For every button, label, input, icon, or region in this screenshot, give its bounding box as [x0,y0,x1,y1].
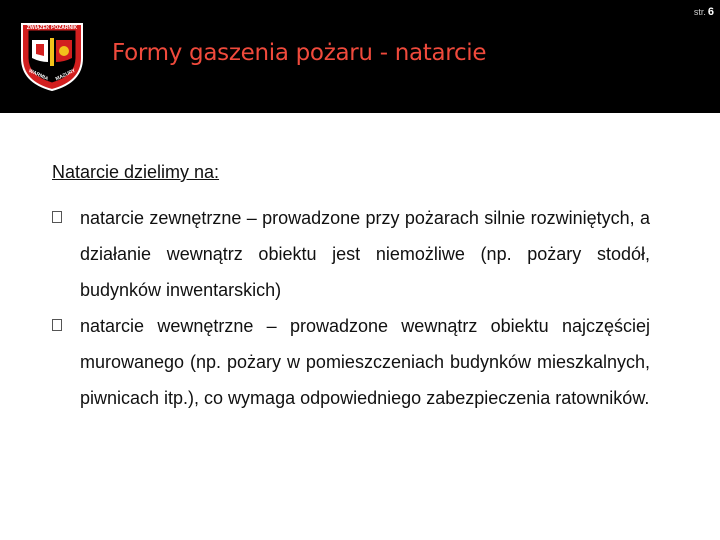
intro-text: Natarcie dzielimy na: [52,162,220,182]
list-item-lead: natarcie wewnętrzne [80,316,254,336]
emblem-left-text: WARMIA [27,67,50,83]
list-item-text: – prowadzone wewnątrz obiektu najczęściej murowanego (np. pożary w pomieszczeniach budynków mieszkalnych, piwnicach itp.), co wymaga odpowiedniego zabezpieczenia ratowników. [80,316,650,408]
slide-title: Formy gaszenia pożaru - natarcie [112,40,487,66]
page-number-value: 6 [707,6,714,18]
list-item-lead: natarcie zewnętrzne [80,208,242,228]
list-item-text: – prowadzone przy pożarach silnie rozwiniętych, a działanie wewnątrz obiektu jest niemożliwe (np. pożary stodół, budynków inwentarskich) [80,208,650,300]
bullet-box-icon [52,211,62,223]
emblem-top-text: ZWIĄZEK POŻARNIK [26,25,78,31]
page-number-label: str. [693,7,706,17]
slide-content [52,158,650,416]
page-number [694,6,714,18]
bullet-box-icon [52,319,62,331]
list-item [52,200,650,308]
slide-header [0,0,720,113]
emblem-right-text: MAZURY [54,67,77,83]
fire-brigade-emblem-icon [14,18,90,94]
list-item [52,308,650,416]
